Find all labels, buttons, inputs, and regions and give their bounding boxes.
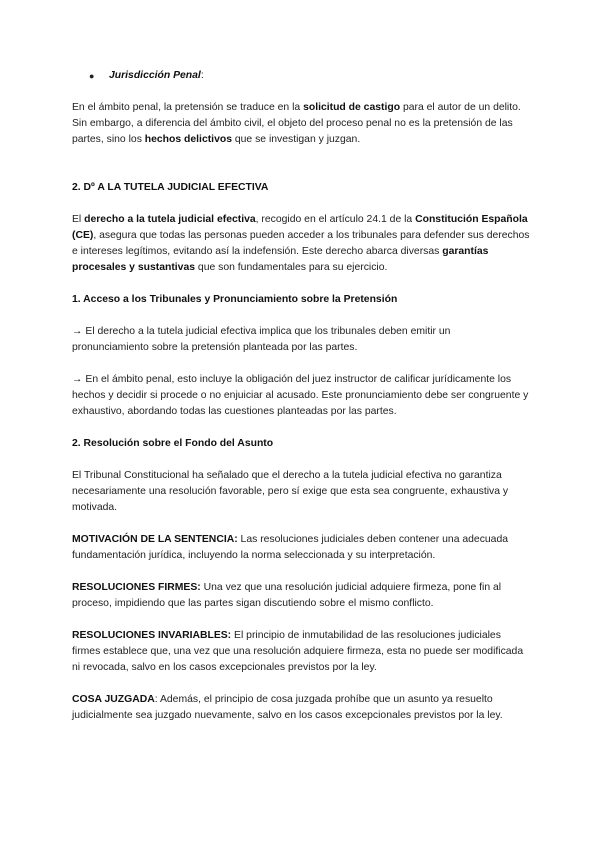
definition-text: : Además, el principio de cosa juzgada prohíbe que un asunto ya resuelto judicialmente sea juzgado nuevamente, salvo en los casos excepcionales previstos por la ley. bbox=[72, 694, 503, 721]
text-run: que son fundamentales para su ejercicio. bbox=[195, 262, 388, 273]
definition-term: MOTIVACIÓN DE LA SENTENCIA: bbox=[72, 534, 238, 545]
definition-text: Una vez que una resolución judicial adquiere firmeza, pone fin al proceso, impidiendo que las partes sigan discutiendo sobre el mismo conflicto. bbox=[72, 582, 502, 609]
arrow-paragraph bbox=[72, 372, 530, 420]
bold-run: solicitud de castigo bbox=[303, 102, 401, 113]
tc-paragraph: El Tribunal Constitucional ha señalado que el derecho a la tutela judicial efectiva no garantiza necesariamente una resolución favorable, pero sí exige que esta sea congruente, exhaustiva y motivada. bbox=[72, 470, 509, 513]
text-run: que se investigan y juzgan. bbox=[231, 134, 361, 145]
text-run: En el ámbito penal, la pretensión se traduce en la bbox=[72, 102, 304, 113]
arrow-icon: → bbox=[72, 326, 83, 337]
text-run: para el autor de un delito. Sin embargo, a diferencia del ámbito civil, el objeto del proceso penal no es la pretensión de las partes, sino los bbox=[72, 102, 521, 145]
subsection-heading: 2. Resolución sobre el Fondo del Asunto bbox=[72, 438, 274, 449]
tutela-paragraph bbox=[72, 212, 530, 276]
definition-text: Las resoluciones judiciales deben contener una adecuada fundamentación jurídica, incluyendo la norma seleccionada y su interpretación. bbox=[72, 534, 509, 561]
definition-text: El principio de inmutabilidad de las resoluciones judiciales firmes establece que, una vez que una resolución adquiere firmeza, esta no puede ser modificada ni revocada, salvo en los casos excepcionales previstos por la ley. bbox=[72, 630, 524, 673]
text-run: , asegura que todas las personas pueden acceder a los tribunales para defender sus derechos e intereses legítimos, evitando así la indefensión. Este derecho abarca diversas bbox=[72, 230, 530, 257]
bullet-text bbox=[109, 68, 204, 84]
definition-motivacion bbox=[72, 532, 530, 564]
document-page bbox=[72, 68, 530, 740]
arrow-icon: → bbox=[72, 374, 83, 385]
definition-firmes bbox=[72, 580, 530, 612]
section-heading: 2. Dº A LA TUTELA JUDICIAL EFECTIVA bbox=[72, 182, 269, 193]
bold-run: Constitución Española (CE) bbox=[72, 214, 528, 241]
definition-term: RESOLUCIONES INVARIABLES: bbox=[72, 630, 232, 641]
bold-run: hechos delictivos bbox=[144, 134, 232, 145]
section-spacer bbox=[72, 164, 530, 180]
subsection-heading: 1. Acceso a los Tribunales y Pronunciamiento sobre la Pretensión bbox=[72, 294, 398, 305]
bullet-item bbox=[72, 68, 530, 84]
penal-paragraph bbox=[72, 100, 530, 148]
definition-cosa-juzgada bbox=[72, 692, 530, 724]
bullet-label: Jurisdicción Penal bbox=[109, 70, 201, 81]
arrow-text: El derecho a la tutela judicial efectiva implica que los tribunales deben emitir un pronunciamiento sobre la pretensión planteada por las partes. bbox=[72, 326, 451, 353]
arrow-text: En el ámbito penal, esto incluye la obligación del juez instructor de calificar jurídicamente los hechos y decidir si procede o no enjuiciar al acusado. Este pronunciamiento debe ser congruente y exhaustivo, abordando todas las cuestiones planteadas por las partes. bbox=[72, 374, 529, 417]
bold-run: derecho a la tutela judicial efectiva bbox=[84, 214, 256, 225]
bullet-dot-icon: ● bbox=[89, 71, 95, 81]
definition-invariables bbox=[72, 628, 530, 676]
definition-term: COSA JUZGADA bbox=[72, 694, 155, 705]
bullet-suffix: : bbox=[200, 70, 204, 81]
bold-run: garantías procesales y sustantivas bbox=[72, 246, 489, 273]
text-run: , recogido en el artículo 24.1 de la bbox=[255, 214, 416, 225]
arrow-paragraph bbox=[72, 324, 530, 356]
definition-term: RESOLUCIONES FIRMES: bbox=[72, 582, 201, 593]
text-run: El bbox=[72, 214, 85, 225]
